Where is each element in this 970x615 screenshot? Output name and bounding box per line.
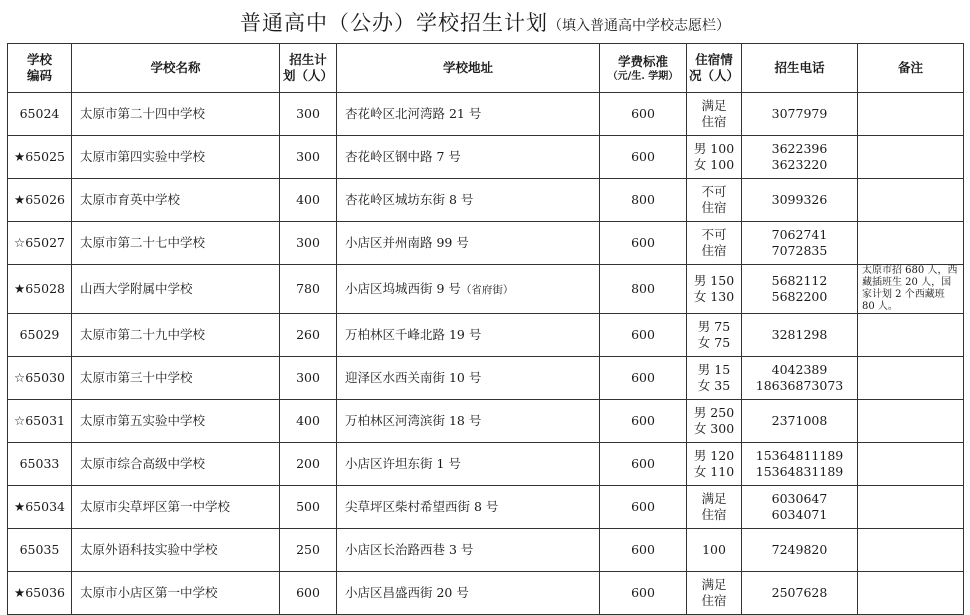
school-name-cell: 山西大学附属中学校 bbox=[72, 265, 280, 314]
school-code-cell: ★65036 bbox=[8, 572, 72, 615]
address-cell bbox=[337, 357, 600, 400]
tuition-fee-cell: 600 bbox=[600, 400, 687, 443]
boarding-cell: 100 bbox=[687, 529, 742, 572]
address-text: 尖草坪区柴村希望西街 8 号 bbox=[345, 499, 499, 514]
table-row bbox=[8, 265, 964, 314]
enroll-plan-cell: 600 bbox=[280, 572, 337, 615]
enroll-plan-cell: 300 bbox=[280, 136, 337, 179]
address-text: 万柏林区河湾滨街 18 号 bbox=[345, 413, 482, 428]
boarding-cell: 不可 住宿 bbox=[687, 222, 742, 265]
tuition-fee-cell: 600 bbox=[600, 222, 687, 265]
note-cell bbox=[858, 529, 964, 572]
phone-cell: 15364811189 15364831189 bbox=[742, 443, 858, 486]
boarding-cell: 满足 住宿 bbox=[687, 486, 742, 529]
address-text: 小店区昌盛西街 20 号 bbox=[345, 585, 469, 600]
note-cell bbox=[858, 222, 964, 265]
address-cell bbox=[337, 314, 600, 357]
school-name-cell: 太原市第三十中学校 bbox=[72, 357, 280, 400]
enrollment-table bbox=[7, 43, 964, 615]
address-cell bbox=[337, 179, 600, 222]
boarding-cell: 不可 住宿 bbox=[687, 179, 742, 222]
school-code-cell: 65029 bbox=[8, 314, 72, 357]
note-cell bbox=[858, 136, 964, 179]
table-row bbox=[8, 136, 964, 179]
note-cell bbox=[858, 93, 964, 136]
school-name-cell: 太原市第二十四中学校 bbox=[72, 93, 280, 136]
header-name: 学校名称 bbox=[72, 44, 280, 93]
title-sub: （填入普通高中学校志愿栏） bbox=[548, 18, 730, 34]
tuition-fee-cell: 600 bbox=[600, 443, 687, 486]
note-cell: 太原市招 680 人，西藏插班生 20 人，国家计划 2 个西藏班 80 人。 bbox=[858, 265, 964, 314]
phone-cell: 3077979 bbox=[742, 93, 858, 136]
note-cell bbox=[858, 314, 964, 357]
address-cell bbox=[337, 222, 600, 265]
header-plan: 招生计 划（人） bbox=[280, 44, 337, 93]
school-name-cell: 太原市尖草坪区第一中学校 bbox=[72, 486, 280, 529]
phone-cell: 3281298 bbox=[742, 314, 858, 357]
address-text: 小店区许坦东街 1 号 bbox=[345, 456, 461, 471]
address-cell bbox=[337, 486, 600, 529]
phone-cell: 7249820 bbox=[742, 529, 858, 572]
enroll-plan-cell: 780 bbox=[280, 265, 337, 314]
boarding-cell: 满足 住宿 bbox=[687, 93, 742, 136]
boarding-cell: 男 250 女 300 bbox=[687, 400, 742, 443]
address-text: 小店区并州南路 99 号 bbox=[345, 235, 469, 250]
phone-cell: 4042389 18636873073 bbox=[742, 357, 858, 400]
school-name-cell: 太原市第二十七中学校 bbox=[72, 222, 280, 265]
address-text: 迎泽区水西关南街 10 号 bbox=[345, 370, 482, 385]
address-text: 万柏林区千峰北路 19 号 bbox=[345, 327, 482, 342]
school-code-cell: 65033 bbox=[8, 443, 72, 486]
table-row bbox=[8, 529, 964, 572]
header-row bbox=[8, 44, 964, 93]
tuition-fee-cell: 800 bbox=[600, 179, 687, 222]
enroll-plan-cell: 300 bbox=[280, 93, 337, 136]
address-text: 杏花岭区钢中路 7 号 bbox=[345, 149, 461, 164]
header-code: 学校 编码 bbox=[8, 44, 72, 93]
address-cell bbox=[337, 265, 600, 314]
boarding-cell: 男 15 女 35 bbox=[687, 357, 742, 400]
address-text: 小店区坞城西街 9 号 bbox=[345, 280, 461, 296]
school-name-cell: 太原市第五实验中学校 bbox=[72, 400, 280, 443]
header-note: 备注 bbox=[858, 44, 964, 93]
school-code-cell: 65035 bbox=[8, 529, 72, 572]
school-code-cell: ☆65027 bbox=[8, 222, 72, 265]
enroll-plan-cell: 500 bbox=[280, 486, 337, 529]
header-board: 住宿情 况（人） bbox=[687, 44, 742, 93]
table-row bbox=[8, 572, 964, 615]
enroll-plan-cell: 400 bbox=[280, 400, 337, 443]
table-row bbox=[8, 93, 964, 136]
header-fee: 学费标准 （元/生. 学期） bbox=[600, 44, 687, 93]
table-row bbox=[8, 443, 964, 486]
enroll-plan-cell: 300 bbox=[280, 357, 337, 400]
table-row bbox=[8, 222, 964, 265]
enroll-plan-cell: 260 bbox=[280, 314, 337, 357]
tuition-fee-cell: 600 bbox=[600, 357, 687, 400]
school-name-cell: 太原市第二十九中学校 bbox=[72, 314, 280, 357]
tuition-fee-cell: 800 bbox=[600, 265, 687, 314]
school-name-cell: 太原市综合高级中学校 bbox=[72, 443, 280, 486]
table-body bbox=[8, 93, 964, 615]
address-cell bbox=[337, 93, 600, 136]
school-name-cell: 太原市小店区第一中学校 bbox=[72, 572, 280, 615]
enroll-plan-cell: 400 bbox=[280, 179, 337, 222]
note-cell bbox=[858, 486, 964, 529]
address-text: 杏花岭区北河湾路 21 号 bbox=[345, 106, 482, 121]
phone-cell: 3099326 bbox=[742, 179, 858, 222]
note-cell bbox=[858, 179, 964, 222]
school-code-cell: ★65034 bbox=[8, 486, 72, 529]
phone-cell: 2371008 bbox=[742, 400, 858, 443]
address-text: 小店区长治路西巷 3 号 bbox=[345, 542, 474, 557]
note-cell bbox=[858, 572, 964, 615]
address-cell bbox=[337, 529, 600, 572]
phone-cell: 3622396 3623220 bbox=[742, 136, 858, 179]
boarding-cell: 满足 住宿 bbox=[687, 572, 742, 615]
school-name-cell: 太原市第四实验中学校 bbox=[72, 136, 280, 179]
tuition-fee-cell: 600 bbox=[600, 314, 687, 357]
phone-cell: 7062741 7072835 bbox=[742, 222, 858, 265]
boarding-cell: 男 150 女 130 bbox=[687, 265, 742, 314]
address-cell bbox=[337, 400, 600, 443]
tuition-fee-cell: 600 bbox=[600, 486, 687, 529]
tuition-fee-cell: 600 bbox=[600, 93, 687, 136]
tuition-fee-cell: 600 bbox=[600, 136, 687, 179]
school-code-cell: ★65026 bbox=[8, 179, 72, 222]
address-cell bbox=[337, 572, 600, 615]
table-row bbox=[8, 486, 964, 529]
table-row bbox=[8, 314, 964, 357]
address-text: 杏花岭区城坊东街 8 号 bbox=[345, 192, 474, 207]
school-code-cell: ★65025 bbox=[8, 136, 72, 179]
table-row bbox=[8, 400, 964, 443]
phone-cell: 2507628 bbox=[742, 572, 858, 615]
boarding-cell: 男 75 女 75 bbox=[687, 314, 742, 357]
note-cell bbox=[858, 357, 964, 400]
address-cell bbox=[337, 136, 600, 179]
phone-cell: 5682112 5682200 bbox=[742, 265, 858, 314]
school-code-cell: ☆65031 bbox=[8, 400, 72, 443]
boarding-cell: 男 120 女 110 bbox=[687, 443, 742, 486]
address-note: （省府街） bbox=[460, 283, 514, 296]
note-cell bbox=[858, 443, 964, 486]
phone-cell: 6030647 6034071 bbox=[742, 486, 858, 529]
boarding-cell: 男 100 女 100 bbox=[687, 136, 742, 179]
school-code-cell: ☆65030 bbox=[8, 357, 72, 400]
note-cell bbox=[858, 400, 964, 443]
table-row bbox=[8, 179, 964, 222]
school-code-cell: ★65028 bbox=[8, 265, 72, 314]
title-main: 普通高中（公办）学校招生计划 bbox=[240, 11, 548, 35]
page-title bbox=[0, 10, 970, 39]
table-row bbox=[8, 357, 964, 400]
tuition-fee-cell: 600 bbox=[600, 572, 687, 615]
enroll-plan-cell: 300 bbox=[280, 222, 337, 265]
address-cell bbox=[337, 443, 600, 486]
tuition-fee-cell: 600 bbox=[600, 529, 687, 572]
enroll-plan-cell: 250 bbox=[280, 529, 337, 572]
header-address: 学校地址 bbox=[337, 44, 600, 93]
enroll-plan-cell: 200 bbox=[280, 443, 337, 486]
school-name-cell: 太原外语科技实验中学校 bbox=[72, 529, 280, 572]
school-code-cell: 65024 bbox=[8, 93, 72, 136]
school-name-cell: 太原市育英中学校 bbox=[72, 179, 280, 222]
header-phone: 招生电话 bbox=[742, 44, 858, 93]
